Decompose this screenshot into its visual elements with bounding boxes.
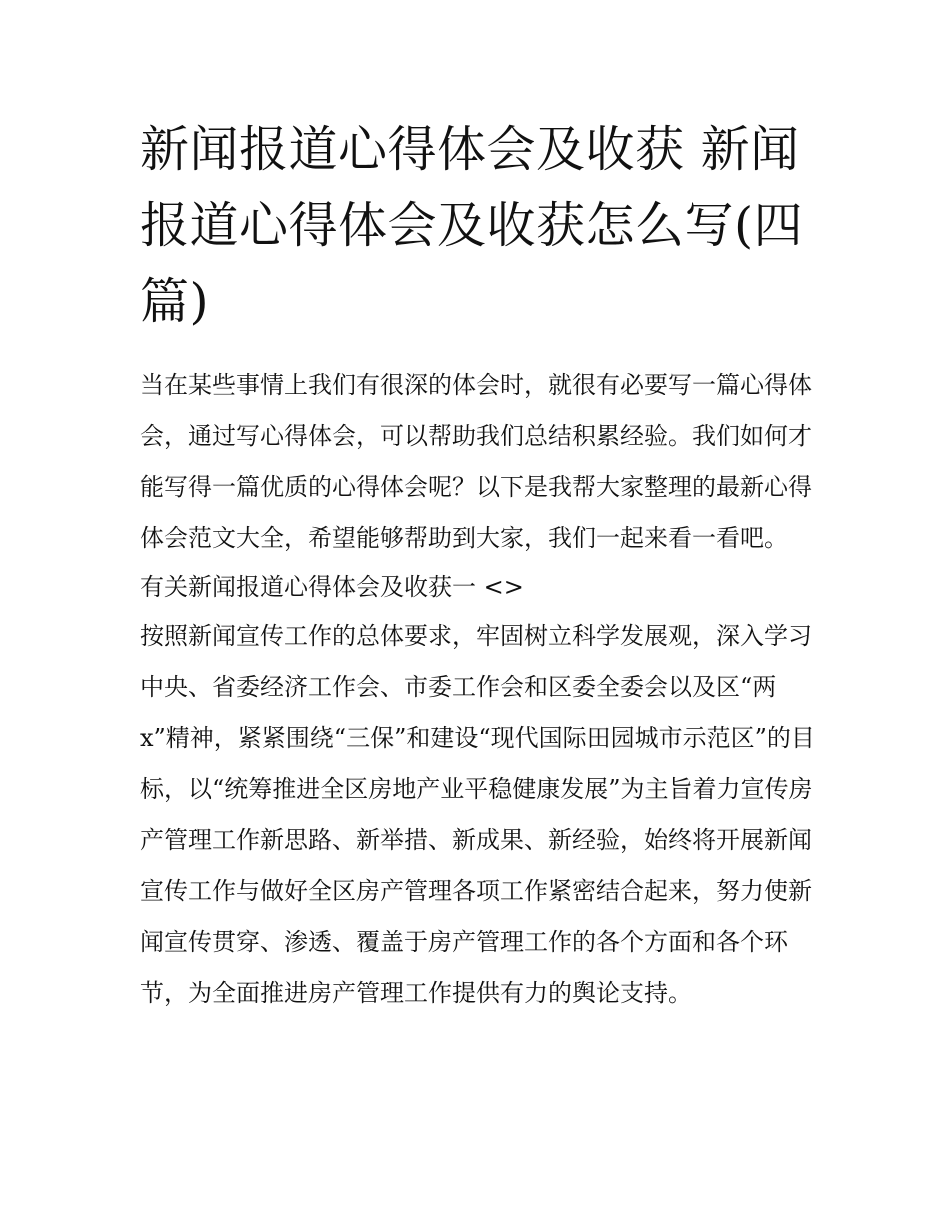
document-page [140,112,818,1019]
document-title: 新闻报道心得体会及收获 新闻报道心得体会及收获怎么写(四篇) [140,121,804,330]
intro-paragraph: 当在某些事情上我们有很深的体会时，就很有必要写一篇心得体会，通过写心得体会，可以帮助我们总结积累经验。我们如何才能写得一篇优质的心得体会呢？以下是我帮大家整理的最新心得体会范文大全，希望能够帮助到大家，我们一起来看一看吧。 [140,371,812,552]
section-heading: 有关新闻报道心得体会及收获一 <> [140,573,524,601]
body-paragraph: 按照新闻宣传工作的总体要求，牢固树立科学发展观，深入学习中央、省委经济工作会、市委工作会和区委全委会以及区“两x”精神，紧紧围绕“三保”和建设“现代国际田园城市示范区”的目标，以“统筹推进全区房地产业平稳健康发展”为主旨着力宣传房产管理工作新思路、新举措、新成果、新经验，始终将开展新闻宣传工作与做好全区房产管理各项工作紧密结合起来，努力使新闻宣传贯穿、渗透、覆盖于房产管理工作的各个方面和各个环节，为全面推进房产管理工作提供有力的舆论支持。 [140,622,815,1007]
